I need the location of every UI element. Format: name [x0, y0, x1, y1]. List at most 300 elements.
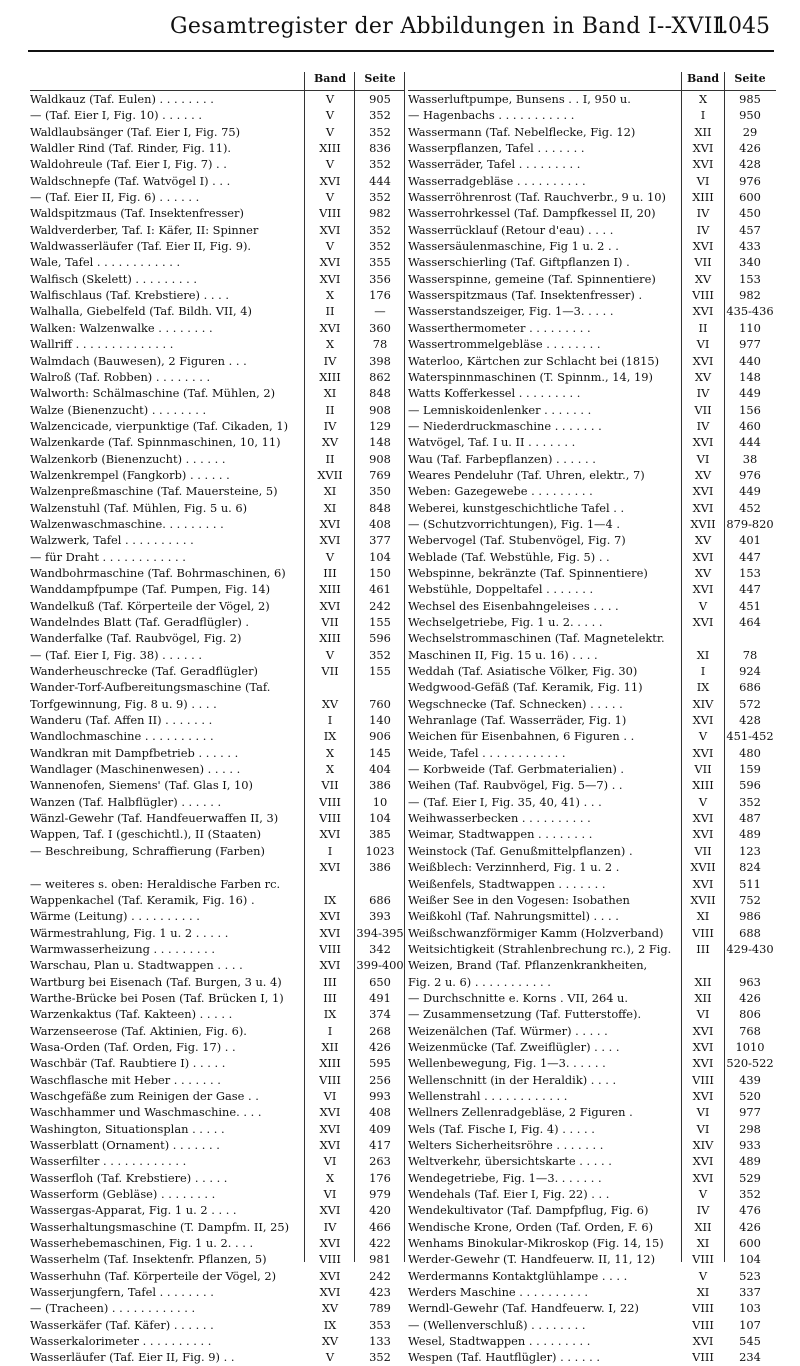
index-entry	[30, 1055, 405, 1071]
seite-value: 520	[739, 1088, 761, 1103]
seite-value: 103	[739, 1301, 761, 1316]
column-rule	[354, 72, 355, 1262]
band-value: XV	[694, 467, 712, 482]
seite-value: 104	[739, 1252, 761, 1267]
entry-text: Walhalla, Giebelfeld (Taf. Bildh. VII, 4)	[30, 304, 252, 319]
seite-value: 176	[369, 288, 391, 303]
seite-value: 408	[369, 1105, 391, 1120]
index-entry	[408, 1023, 776, 1039]
entry-text: Wassermann (Taf. Nebelflecke, Fig. 12)	[408, 124, 636, 139]
entry-text: — (Taf. Eier I, Fig. 10) . . . . . .	[30, 108, 202, 123]
index-entry	[30, 1284, 405, 1300]
index-entry	[408, 761, 776, 777]
index-entry	[30, 1023, 405, 1039]
index-entry	[30, 1235, 405, 1251]
band-value: XVI	[692, 239, 714, 254]
band-value: XVI	[692, 615, 714, 629]
entry-text: Werder-Gewehr (T. Handfeuerw. II, 11, 12)	[408, 1252, 656, 1267]
column-header	[30, 72, 405, 91]
entry-text: Wedgwood-Gefäß (Taf. Keramik, Fig. 11)	[408, 680, 643, 695]
index-entry	[30, 712, 405, 728]
seite-value: 242	[369, 1268, 391, 1283]
band-value: XI	[696, 1285, 710, 1300]
seite-value: 848	[369, 500, 391, 515]
index-entry	[408, 1055, 776, 1071]
band-value: XVI	[319, 909, 341, 924]
seite-value: 1023	[365, 843, 395, 858]
seite-value: 908	[369, 451, 391, 466]
seite-value: 862	[369, 369, 391, 384]
band-value: VI	[323, 1154, 337, 1169]
band-value: VIII	[319, 1252, 341, 1267]
seite-value: 10	[372, 794, 388, 809]
entry-text: Weißschwanzförmiger Kamm (Holzverband)	[408, 925, 664, 940]
index-entry	[30, 598, 405, 614]
seite-value: 444	[369, 173, 391, 188]
entry-text: Warzenkaktus (Taf. Kakteen) . . . . .	[30, 1007, 233, 1022]
band-value: I	[700, 108, 706, 123]
entry-text: Wendische Krone, Orden (Taf. Orden, F. 6)	[408, 1219, 654, 1234]
index-entry	[408, 516, 776, 532]
index-entry	[30, 1317, 405, 1333]
index-entry	[408, 222, 776, 238]
band-value: XVI	[692, 1154, 714, 1169]
band-value: IV	[696, 1203, 710, 1218]
seite-value: 133	[369, 1334, 391, 1349]
entry-text: — Lemniskoidenlenker . . . . . . .	[408, 402, 592, 417]
band-value: XVI	[319, 533, 341, 548]
index-entry	[30, 1349, 405, 1365]
band-value: VIII	[692, 288, 714, 303]
index-entry	[30, 1251, 405, 1267]
band-value: VII	[694, 255, 712, 270]
header-rule	[28, 50, 774, 52]
band-value: XVI	[692, 157, 714, 172]
entry-text: Weißkohl (Taf. Nahrungsmittel) . . . .	[408, 909, 619, 924]
seite-value: 600	[739, 190, 761, 205]
seite-value: 374	[369, 1007, 391, 1022]
entry-text: Waschflasche mit Heber . . . . . . .	[30, 1072, 221, 1087]
band-value: VIII	[692, 1317, 714, 1332]
entry-text: Waschbär (Taf. Raubtiere I) . . . . .	[30, 1056, 226, 1071]
seite-value: 129	[369, 418, 391, 433]
band-value: XV	[321, 435, 339, 450]
index-entry	[408, 565, 776, 581]
band-value: XVI	[692, 500, 714, 515]
index-entry	[408, 189, 776, 205]
seite-value: 600	[739, 1236, 761, 1251]
index-entry	[408, 532, 776, 548]
seite-value: 268	[369, 1023, 391, 1038]
index-entry	[30, 124, 405, 140]
index-entry	[30, 957, 405, 973]
index-entry	[408, 990, 776, 1006]
seite-value: 104	[369, 811, 391, 826]
index-entry	[408, 908, 776, 924]
entry-text: Walfisch (Skelett) . . . . . . . . .	[30, 271, 197, 286]
band-value: XVI	[692, 141, 714, 156]
band-value: XVI	[692, 827, 714, 842]
index-entry	[30, 581, 405, 597]
index-entry	[408, 925, 776, 941]
index-entry	[408, 859, 776, 875]
index-entry	[30, 826, 405, 842]
entry-text: Watts Kofferkessel . . . . . . . . .	[408, 386, 581, 401]
entry-text: Wanderheuschrecke (Taf. Geradflügler)	[30, 664, 258, 679]
index-entry	[30, 418, 405, 434]
band-value: XV	[694, 565, 712, 580]
seite-value: 242	[369, 598, 391, 613]
entry-text: Wasserhebemaschinen, Fig. 1 u. 2. . . .	[30, 1236, 254, 1251]
index-entry	[30, 696, 405, 712]
seite-value: 428	[739, 713, 761, 728]
band-value: VIII	[319, 811, 341, 826]
column-rule	[681, 72, 682, 1262]
seite-value: 982	[369, 206, 391, 221]
band-value: I	[700, 664, 706, 679]
band-value: VIII	[319, 794, 341, 809]
entry-text: Wesel, Stadtwappen . . . . . . . . .	[408, 1334, 591, 1349]
seite-value: 429-430	[726, 941, 774, 956]
index-entry	[408, 140, 776, 156]
band-value: IV	[323, 353, 337, 368]
index-entry	[408, 91, 776, 107]
entry-text: Wasserform (Gebläse) . . . . . . . .	[30, 1187, 216, 1202]
seite-value: 352	[369, 124, 391, 139]
entry-text: — (Taf. Eier II, Fig. 6) . . . . . .	[30, 190, 200, 205]
band-value: IV	[323, 418, 337, 433]
entry-text: Werndl-Gewehr (Taf. Handfeuerw. I, 22)	[408, 1301, 639, 1316]
index-entry	[30, 1072, 405, 1088]
band-value: XVI	[319, 1138, 341, 1152]
seite-value: 986	[739, 909, 761, 924]
index-entry	[30, 254, 405, 270]
band-value: VI	[696, 1007, 710, 1022]
index-entry	[408, 843, 776, 859]
seite-value: 263	[369, 1154, 391, 1169]
seite-value: 433	[739, 239, 761, 254]
seite-value: 337	[739, 1285, 761, 1300]
seite-value: 350	[369, 484, 391, 499]
index-entry	[30, 516, 405, 532]
index-entry	[30, 565, 405, 581]
entry-text: Werders Maschine . . . . . . . . . .	[408, 1285, 589, 1300]
index-entry	[30, 1153, 405, 1169]
entry-text: Wasserjungfern, Tafel . . . . . . . .	[30, 1285, 214, 1300]
seite-value: 409	[369, 1121, 391, 1136]
entry-text: Wechsel des Eisenbahngeleises . . . .	[408, 598, 619, 613]
entry-text: Weizen, Brand (Taf. Pflanzenkrankheiten,	[408, 958, 648, 973]
entry-text: Weltverkehr, übersichtskarte . . . . .	[408, 1154, 612, 1169]
index-entry	[30, 745, 405, 761]
seite-value: 150	[369, 565, 391, 580]
index-entry	[30, 434, 405, 450]
seite-value: 426	[369, 1039, 391, 1054]
index-entry	[408, 663, 776, 679]
entry-text: Weberei, kunstgeschichtliche Tafel . .	[408, 500, 625, 515]
seite-value: 140	[369, 713, 391, 728]
entry-text: Wespen (Taf. Hautflügler) . . . . . .	[408, 1350, 600, 1365]
seite-value: 444	[739, 435, 761, 450]
seite-value: 352	[369, 239, 391, 254]
entry-text: Wasserhaltungsmaschine (T. Dampfm. II, 25)	[30, 1219, 290, 1234]
index-entry	[408, 402, 776, 418]
entry-text: Wasserspitzmaus (Taf. Insektenfresser) .	[408, 288, 643, 303]
band-value: XI	[696, 909, 710, 924]
seite-value: 511	[739, 876, 761, 891]
band-value: XI	[323, 500, 337, 515]
entry-text: Wasserschierling (Taf. Giftpflanzen I) .	[408, 255, 630, 270]
index-entry	[408, 303, 776, 319]
entry-text: — Niederdruckmaschine . . . . . . .	[408, 418, 602, 433]
index-entry	[30, 925, 405, 941]
entry-text: Wasserhuhn (Taf. Körperteile der Vögel, 2)	[30, 1268, 277, 1283]
seite-value: 356	[369, 271, 391, 286]
band-value: XVI	[319, 255, 341, 270]
band-value: V	[325, 647, 335, 662]
seite-value: 476	[739, 1203, 761, 1218]
entry-text: Waschgefäße zum Reinigen der Gase . .	[30, 1088, 259, 1103]
index-entry	[408, 336, 776, 352]
index-entry	[408, 1268, 776, 1284]
band-value: VI	[696, 1121, 710, 1136]
entry-text: Walzenpreßmaschine (Taf. Mauersteine, 5)	[30, 484, 278, 499]
entry-text: Wasserröhrenrost (Taf. Rauchverbr., 9 u. 10)	[408, 190, 666, 205]
band-value: XVI	[692, 1334, 714, 1349]
index-entry	[30, 859, 405, 875]
band-value: XI	[696, 1236, 710, 1251]
entry-text: Walzenstuhl (Taf. Mühlen, Fig. 5 u. 6)	[30, 500, 248, 515]
seite-value: 596	[369, 631, 391, 646]
band-value: XVI	[319, 827, 341, 842]
band-value: VII	[321, 778, 339, 793]
band-value	[682, 630, 724, 646]
seite-value: 906	[369, 729, 391, 744]
band-value: XVI	[319, 1121, 341, 1136]
seite-value: 386	[369, 778, 391, 793]
index-entry	[30, 402, 405, 418]
seite-value: 176	[369, 1170, 391, 1185]
band-value: VI	[323, 1187, 337, 1202]
seite-value: 752	[739, 892, 761, 907]
seite-value: 393	[369, 909, 391, 924]
band-value: XI	[323, 484, 337, 499]
seite-value: 461	[369, 582, 391, 597]
band-value: X	[325, 1170, 335, 1185]
index-entry	[30, 483, 405, 499]
band-value: V	[325, 190, 335, 205]
entry-text: Weimar, Stadtwappen . . . . . . . .	[408, 827, 593, 842]
seite-value: 993	[369, 1088, 391, 1103]
entry-text: Waldkauz (Taf. Eulen) . . . . . . . .	[30, 92, 214, 106]
column-rule	[404, 72, 405, 1262]
band-value: XVII	[690, 860, 716, 875]
entry-text: Wärmestrahlung, Fig. 1 u. 2 . . . . .	[30, 925, 229, 940]
band-value: IV	[696, 222, 710, 237]
entry-text: Wappen, Taf. I (geschichtl.), II (Staaten)	[30, 827, 262, 842]
entry-text: Waterspinnmaschinen (T. Spinnm., 14, 19)	[408, 369, 653, 384]
entry-text: Waldwasserläufer (Taf. Eier II, Fig. 9).	[30, 239, 252, 254]
entry-text: Waldohreule (Taf. Eier I, Fig. 7) . .	[30, 157, 227, 172]
index-entry	[408, 173, 776, 189]
band-value: XIII	[692, 190, 714, 205]
index-entry	[408, 1153, 776, 1169]
seite-value: 908	[369, 402, 391, 417]
index-entry	[408, 1104, 776, 1120]
entry-text: Wellenbewegung, Fig. 1—3. . . . . .	[408, 1056, 606, 1071]
seite-value: 595	[369, 1056, 391, 1071]
column-rule	[724, 72, 725, 1262]
entry-text: Waterloo, Kärtchen zur Schlacht bei (1815)	[408, 353, 660, 368]
index-entry	[30, 532, 405, 548]
index-entry	[408, 892, 776, 908]
index-entry	[408, 467, 776, 483]
seite-value: 256	[369, 1072, 391, 1087]
band-value: XVII	[690, 892, 716, 907]
seite-value: 769	[369, 467, 391, 482]
band-value: III	[323, 565, 337, 580]
entry-text: Weide, Tafel . . . . . . . . . . . .	[408, 745, 566, 760]
index-entry	[408, 320, 776, 336]
band-value: X	[325, 288, 335, 303]
index-entry	[408, 876, 776, 892]
band-value: V	[698, 729, 708, 744]
entry-text: Warzenseerose (Taf. Aktinien, Fig. 6).	[30, 1023, 247, 1038]
seite-value: 789	[369, 1301, 391, 1316]
band-value: XVI	[319, 925, 341, 940]
band-value: XVI	[692, 713, 714, 728]
band-value: XVI	[319, 320, 341, 335]
entry-text: Wasserrohrkessel (Taf. Dampfkessel II, 20)	[408, 206, 656, 221]
entry-text: Wasserfloh (Taf. Krebstiere) . . . . .	[30, 1170, 228, 1185]
entry-text: Weddah (Taf. Asiatische Völker, Fig. 30)	[408, 664, 638, 679]
index-entry	[408, 254, 776, 270]
band-value: VI	[696, 1105, 710, 1120]
index-entry	[408, 500, 776, 516]
index-entry	[30, 794, 405, 810]
seite-value: 457	[739, 222, 761, 237]
index-entry	[408, 1039, 776, 1055]
band-value: XII	[694, 974, 712, 989]
entry-text: Walzwerk, Tafel . . . . . . . . . .	[30, 533, 194, 548]
seite-value: 148	[739, 369, 761, 384]
band-value: VIII	[692, 1072, 714, 1087]
entry-text: Wasserradgebläse . . . . . . . . . .	[408, 173, 586, 188]
band-value: III	[696, 941, 710, 956]
index-entry	[30, 1333, 405, 1349]
seite-value: 905	[369, 92, 391, 106]
entry-text: Wärme (Leitung) . . . . . . . . . .	[30, 909, 200, 924]
index-entry	[30, 140, 405, 156]
entry-text: Weißenfels, Stadtwappen . . . . . . .	[408, 876, 606, 891]
entry-text: Werdermanns Kontaktglühlampe . . . .	[408, 1268, 628, 1283]
entry-text: Waldlaubsänger (Taf. Eier I, Fig. 75)	[30, 124, 241, 139]
band-value: XVI	[692, 484, 714, 499]
index-entry	[408, 1317, 776, 1333]
entry-text: Wartburg bei Eisenach (Taf. Burgen, 3 u. 4)	[30, 974, 282, 989]
index-entry	[408, 614, 776, 630]
entry-text: Wandelkuß (Taf. Körperteile der Vögel, 2)	[30, 598, 270, 613]
seite-value: 78	[742, 647, 758, 662]
seite-value: 426	[739, 990, 761, 1005]
band-value: XIV	[692, 1138, 714, 1152]
seite-value: 29	[742, 124, 758, 139]
entry-text: Wale, Tafel . . . . . . . . . . . .	[30, 255, 181, 270]
band-value: XVI	[319, 1236, 341, 1251]
band-value: II	[325, 451, 335, 466]
band-value: XVI	[319, 1268, 341, 1283]
seite-value: 982	[739, 288, 761, 303]
index-entry	[30, 876, 405, 892]
index-entry	[30, 1219, 405, 1235]
seite-value: 848	[369, 386, 391, 401]
entry-text: Weitsichtigkeit (Strahlenbrechung rc.), 2 Fig.	[408, 941, 672, 956]
seite-value: 545	[739, 1334, 761, 1349]
band-value: XV	[321, 1301, 339, 1316]
entry-text: — Zusammensetzung (Taf. Futterstoffe).	[408, 1007, 642, 1022]
index-entry	[30, 1039, 405, 1055]
seite-value: 123	[739, 843, 761, 858]
index-entry	[30, 353, 405, 369]
index-entry	[408, 271, 776, 287]
band-value: XVI	[692, 1170, 714, 1185]
band-value	[682, 957, 724, 973]
seite-value: 879-820	[726, 516, 774, 531]
seite-value: 156	[739, 402, 761, 417]
index-entry	[408, 205, 776, 221]
seite-value: 352	[369, 1350, 391, 1365]
band-value: V	[325, 108, 335, 123]
index-entry	[408, 418, 776, 434]
seite-value: 352	[369, 108, 391, 123]
entry-text: Webstühle, Doppeltafel . . . . . . .	[408, 582, 594, 597]
seite-value: 145	[369, 745, 391, 760]
index-entry	[30, 974, 405, 990]
band-value: IX	[323, 1007, 337, 1022]
index-entry	[30, 500, 405, 516]
band-value: V	[325, 1350, 335, 1365]
seite-value: 408	[369, 516, 391, 531]
seite-value: 686	[739, 680, 761, 695]
index-entry	[408, 745, 776, 761]
index-entry	[30, 1121, 405, 1137]
seite-value: 447	[739, 549, 761, 564]
band-value: XVI	[319, 958, 341, 973]
entry-text: Walzencicade, vierpunktige (Taf. Cikaden, 1)	[30, 418, 289, 433]
band-value: IV	[696, 386, 710, 401]
band-value: XIII	[319, 631, 341, 646]
band-value: XV	[694, 271, 712, 286]
seite-value: 460	[739, 418, 761, 433]
entry-text: Wasserluftpumpe, Bunsens . . I, 950 u.	[408, 92, 631, 106]
entry-text: Maschinen II, Fig. 15 u. 16) . . . .	[408, 647, 598, 662]
entry-text: Wasserhelm (Taf. Insektenfr. Pflanzen, 5)	[30, 1252, 267, 1267]
entry-text: Walzenwaschmaschine. . . . . . . . .	[30, 516, 224, 531]
entry-text: Wasserfilter . . . . . . . . . . . .	[30, 1154, 187, 1169]
index-entry	[408, 1186, 776, 1202]
seite-value: 155	[369, 615, 391, 629]
index-entry	[408, 1088, 776, 1104]
seite-value: 491	[369, 990, 391, 1005]
seite-value: 650	[369, 974, 391, 989]
band-value: I	[327, 843, 333, 858]
band-value: XIII	[319, 1056, 341, 1071]
band-value: XVI	[692, 435, 714, 450]
seite-value: 487	[739, 811, 761, 826]
seite-value: 686	[369, 892, 391, 907]
page-number: 1045	[714, 14, 770, 39]
entry-text: — Beschreibung, Schraffierung (Farben)	[30, 843, 265, 858]
